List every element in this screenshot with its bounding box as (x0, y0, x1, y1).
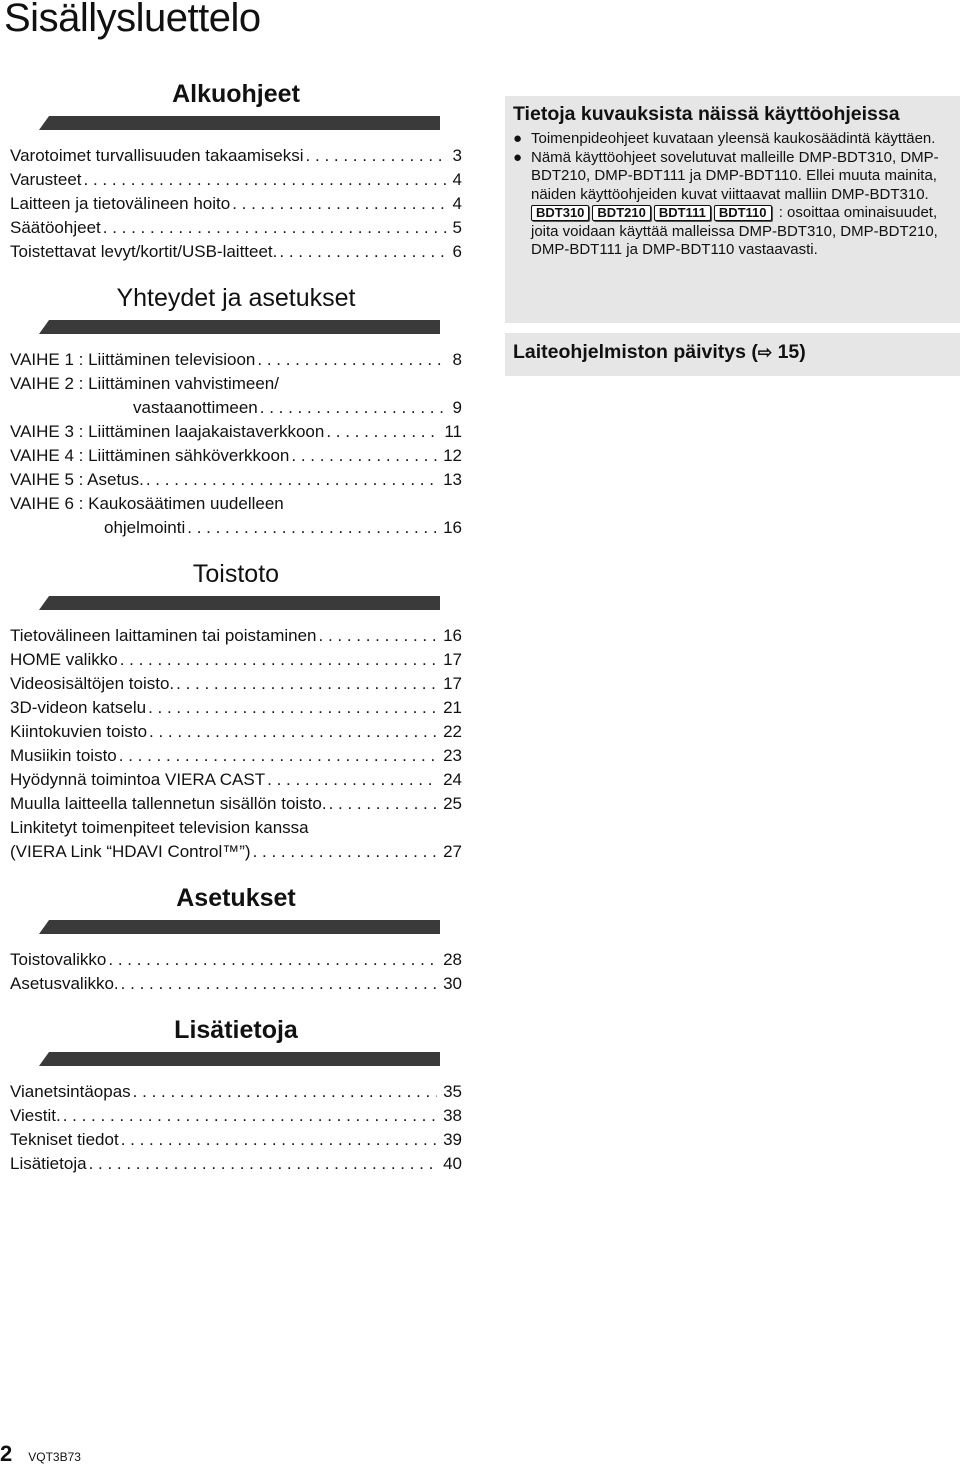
toc-entry[interactable]: Toistovalikko . . . 28 (10, 948, 462, 972)
model-badge: BDT110 (714, 205, 772, 221)
page-number: 30 (443, 974, 462, 993)
page-number: 5 (452, 218, 462, 237)
page-number: 8 (452, 350, 462, 369)
toc-entry[interactable]: VAIHE 3 : Liittäminen laajakaistaverkkoon . . . 11 (10, 420, 462, 444)
doc-code: VQT3B73 (28, 1450, 81, 1464)
arrow-right-icon: ⇨ (757, 343, 773, 362)
toc-entry[interactable]: Muulla laitteella tallennetun sisällön toisto. . . . 25 (10, 792, 462, 816)
info-bullet: ● Toimenpideohjeet kuvataan yleensä kaukosäädintä käyttäen. (513, 130, 936, 147)
page-number: 16 (443, 626, 462, 645)
bullet-icon: ● (513, 148, 523, 166)
info-box (505, 96, 960, 323)
page-number: 40 (443, 1154, 462, 1173)
toc-list-alkuohjeet (10, 144, 462, 264)
page-number: 15 (777, 341, 800, 363)
section-title-lisatietoja: Lisätietoja (174, 1016, 298, 1044)
page-number: 3 (452, 146, 462, 165)
toc-entry[interactable]: VAIHE 1 : Liittäminen televisioon . . . 8 (10, 348, 462, 372)
toc-entry[interactable]: VAIHE 2 : Liittäminen vahvistimeen/ vastaanottimeen . . . 9 (10, 372, 462, 420)
toc-list-lisatietoja (10, 1080, 462, 1176)
section-title-asetukset: Asetukset (176, 884, 296, 912)
toc-column (10, 78, 462, 1176)
page-footer (0, 1441, 81, 1467)
page-number: 28 (443, 950, 462, 969)
bullet-icon: ● (513, 130, 523, 147)
toc-list-yhteydet (10, 348, 462, 540)
page-number: 17 (443, 674, 462, 693)
section-divider (10, 1052, 462, 1066)
toc-entry[interactable]: Musiikin toisto . . . 23 (10, 744, 462, 768)
page-number: 23 (443, 746, 462, 765)
toc-entry[interactable]: Lisätietoja . . . 40 (10, 1152, 462, 1176)
toc-list-asetukset (10, 948, 462, 996)
toc-entry[interactable]: Linkitetyt toimenpiteet television kanssa (VIERA Link “HDAVI Control™”) . . . 27 (10, 816, 462, 864)
page-number: 25 (443, 794, 462, 813)
page-number: 9 (452, 398, 462, 417)
section-divider (10, 596, 462, 610)
section-title-yhteydet: Yhteydet ja asetukset (116, 284, 356, 312)
page-number: 2 (0, 1441, 13, 1466)
toc-list-toistoto (10, 624, 462, 864)
firmware-update-box[interactable]: Laiteohjelmiston päivitys (⇨ 15) (505, 333, 960, 376)
toc-entry[interactable]: Asetusvalikko. . . . 30 (10, 972, 462, 996)
page-number: 35 (443, 1082, 462, 1101)
page-number: 4 (452, 170, 462, 189)
page-number: 13 (443, 470, 462, 489)
toc-entry[interactable]: VAIHE 4 : Liittäminen sähköverkkoon . . . 12 (10, 444, 462, 468)
page-number: 24 (443, 770, 462, 789)
section-divider (10, 116, 462, 130)
model-badges-note: BDT310 BDT210 BDT111 BDT110 : osoittaa ominaisuudet, joita voidaan käyttää malleissa DMP-BDT310, DMP-BDT210, DMP-BDT111 ja DMP-BDT110 vastaavasti. (531, 204, 938, 258)
section-divider (10, 920, 462, 934)
model-badge: BDT111 (654, 205, 711, 221)
toc-entry[interactable]: Säätöohjeet . . . 5 (10, 216, 462, 240)
model-badge: BDT310 (531, 205, 589, 221)
toc-entry[interactable]: Tekniset tiedot . . . 39 (10, 1128, 462, 1152)
page-number: 16 (443, 518, 462, 537)
toc-entry[interactable]: Kiintokuvien toisto . . . 22 (10, 720, 462, 744)
info-bullet: ● Nämä käyttöohjeet sovelutuvat malleille DMP-BDT310, DMP-BDT210, DMP-BDT111 ja DMP-BDT110. Ellei muuta mainita, näiden käyttöohjeiden kuvat viittaavat malliin DMP-BDT310. (513, 148, 939, 203)
toc-entry[interactable]: Tietovälineen laittaminen tai poistaminen . . . 16 (10, 624, 462, 648)
page-title: Sisällysluettelo (4, 0, 261, 40)
page-number: 38 (443, 1106, 462, 1125)
toc-entry[interactable]: Varusteet . . . 4 (10, 168, 462, 192)
toc-entry[interactable]: VAIHE 6 : Kaukosäätimen uudelleen ohjelmointi . . . 16 (10, 492, 462, 540)
section-title-toistoto: Toistoto (192, 560, 280, 588)
page-number: 39 (443, 1130, 462, 1149)
toc-entry[interactable]: VAIHE 5 : Asetus. . . . 13 (10, 468, 462, 492)
toc-entry[interactable]: Vianetsintäopas . . . 35 (10, 1080, 462, 1104)
toc-entry[interactable]: Varotoimet turvallisuuden takaamiseksi . . . 3 (10, 144, 462, 168)
section-divider (10, 320, 462, 334)
page-number: 11 (444, 422, 462, 441)
toc-entry[interactable]: 3D-videon katselu . . . 21 (10, 696, 462, 720)
page-number: 12 (443, 446, 462, 465)
page-number: 17 (443, 650, 462, 669)
model-badge: BDT210 (592, 205, 650, 221)
toc-entry[interactable]: Laitteen ja tietovälineen hoito . . . 4 (10, 192, 462, 216)
page-number: 4 (452, 194, 462, 213)
toc-entry[interactable]: Videosisältöjen toisto. . . . 17 (10, 672, 462, 696)
page-number: 21 (443, 698, 462, 717)
page-number: 27 (443, 842, 462, 861)
toc-entry[interactable]: Viestit. . . . 38 (10, 1104, 462, 1128)
page-number: 22 (443, 722, 462, 741)
info-box-title: Tietoja kuvauksista näissä käyttöohjeissa (513, 103, 900, 125)
toc-entry[interactable]: Toistettavat levyt/kortit/USB-laitteet. . . . 6 (10, 240, 462, 264)
section-title-alkuohjeet: Alkuohjeet (172, 80, 300, 108)
page-number: 6 (452, 242, 462, 261)
toc-entry[interactable]: HOME valikko . . . 17 (10, 648, 462, 672)
toc-entry[interactable]: Hyödynnä toimintoa VIERA CAST . . . 24 (10, 768, 462, 792)
